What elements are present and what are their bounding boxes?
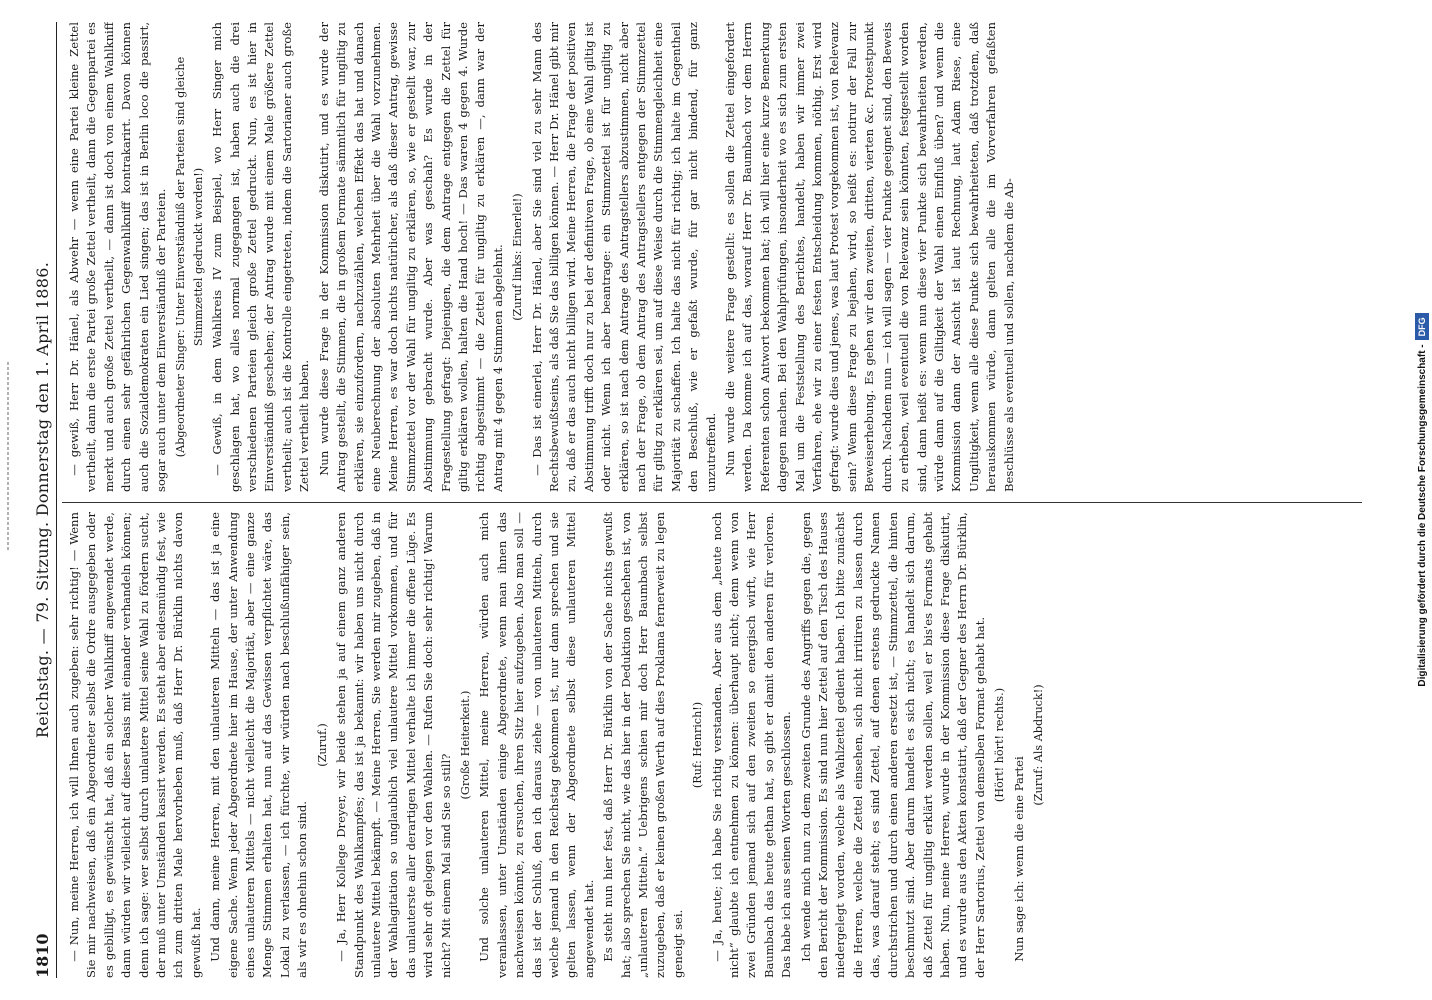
paragraph: Und dann, meine Herren, mit den unlauteren Mitteln — das ist ja eine eigene Sache. Wenn jeder Abgeordnete hier im Hause, der unter Anwendung eines unlauteren Mittels — nicht vielleicht die Majorität, aber — eine ganze Menge Stimmen erhalten hat, nun auf das Gewissen verpflichtet wäre, das Lokal zu verlassen, — ich fürchte, wir würden nach beschlußunfähiger sein, als wir es ohnehin schon sind.	[208, 512, 310, 978]
paragraph: Ich wende mich nun zu dem zweiten Grunde des Angriffs gegen die, gegen den Bericht der Kommission. Es sind nun hier Zettel auf den Tisch des Hauses niedergelegt worden, welche als Wahlzettel gedient haben. Ich bitte zunächst die Herren, welche die Zettel einsehen, sich nicht irritiren zu lassen durch das, was darauf steht; es sind Zettel, auf denen erstens gedruckte Namen durchstrichen und durch einen anderen ersetzt ist, — Stimmzettel, die hinten beschmutzt sind. Aber darum handelt es sich nicht; es handelt sich darum, daß Zettel für ungiltig erklärt werden sollen, weil er bis'es Formats gehabt haben. Nun, meine Herren, wurde in der Kommission diese Frage diskutirt, und es wurde aus den Akten konstatirt, daß der Gegner des Herrn Dr. Bürklin, der Herr Sartorius, Zettel von demselben Format gehabt hat.	[798, 512, 987, 978]
decorative-top-rule	[2, 360, 14, 550]
paragraph: — Nun, meine Herren, ich will Ihnen auch zugeben: sehr richtig! — Wenn Sie mir nachweisen, daß ein Abgeordneter selbst die Ordre ausgegeben oder es gebilligt, es gewünscht hat, daß ein solcher Wahlkniff angewendet werde, dann würden wir vielleicht auf dieser Basis mit einander verhandeln können; denn ich sage: wer selbst durch unlautere Mittel seine Wahl zu fördern sucht, der muß unter Umständen kassirt werden. Es steht aber eidesmündig fest, wie ich zum dritten Male hervorheben muß, daß Herr Dr. Bürklin nichts davon gewußt hat.	[67, 512, 203, 978]
paragraph: — gewiß, Herr Dr. Hänel, als Abwehr — wenn eine Partei kleine Zettel vertheilt, dann die erste Partei große Zettel vertheilt, dann die Gegenpartei es merkt und auch große Zettel vertheilt, — dann ist doch von einem Wahlkniff durch einen sehr gefährlichen Gegenwahlkniff kontrakarirt. Davon können auch die Sozialdemokraten ein Lied singen; das ist in Berlin loco die passirt, sogar auch unter dem Einverständniß der Parteien.	[67, 22, 169, 492]
digitization-credit-strip	[1414, 0, 1432, 1000]
paragraph: (Zuruf links: Einerlei!)	[511, 193, 525, 321]
paragraph: Es steht nun hier fest, daß Herr Dr. Bürklin von der Sache nichts gewußt hat; also sprechen Sie nicht, wie das hier in der Deduktion geschehen ist, von „unlauteren Mitteln.“ Uebrigens schien mir doch Herr Baumbach selbst zuzugeben, daß er keinen großen Werth auf dies Proklama fernerweit zu legen geneigt sei.	[601, 512, 685, 978]
paragraph: Nun sage ich: wenn die eine Partei	[1011, 756, 1026, 962]
page-header	[30, 22, 57, 978]
paragraph: (Zuruf.)	[315, 723, 329, 767]
paragraph: — Ja, Herr Kollege Dreyer, wir beide stehen ja auf einem ganz anderen Standpunkt des Wahlkampfes; das ist ja bekannt: wir haben uns nicht durch unlautere Mittel bekämpft. — Meine Herren, Sie werden mir zugeben, daß in der Wahlagitation so unglaublich viel unlautere Mittel vorkommen, und für das unlauterste aller derartigen Mittel verhalte ich immer die offene Lüge. Es wird sehr oft gelogen vor den Wahlen. — Rufen Sie doch: sehr richtig! Warum nicht? Mit einem Mal sind Sie so still?	[334, 512, 453, 978]
dfg-badge: DFG	[1415, 313, 1429, 340]
left-column	[66, 512, 1362, 978]
page-number: 1810	[33, 933, 52, 978]
paragraph: — Ja, heute; ich habe Sie richtig verstanden. Aber aus dem „heute noch nicht“ glaubte ich entnehmen zu können: überhaupt nicht; denn wenn von zwei Gründen jemand sich auf den zweiten so energisch wirft, wie Herr Baumbach das heute gethan hat, so gibt er damit den anderen für verloren. Das habe ich aus seinen Worten geschlossen.	[709, 512, 794, 978]
credit-text: Digitalisierung gefördert durch die Deutsche Forschungsgemeinschaft -	[1417, 344, 1428, 687]
paragraph: (Hört! hört! rechts.)	[993, 687, 1007, 803]
running-title: Reichstag. — 79. Sitzung. Donnerstag den 1. April 1886.	[33, 261, 52, 739]
paragraph: (Ruf: Henrich!)	[691, 701, 705, 789]
paragraph: (Zuruf: Als Abdruck!)	[1031, 684, 1045, 806]
paragraph: — Gewiß, in dem Wahlkreis IV zum Beispiel, wo Herr Singer mich geschlagen hat, wo alles normal zugegangen ist, haben auch die drei verschiedenen Parteien gleich große Zettel gedruckt. Nun, es ist hier in Einverständniß geschehen; der Antrag wurde mit einem Male größere Zettel vertheilt; auch ist die Kontrolle eingetreten, indem die Sartorianer auch große Zettel vertheilt haben.	[210, 22, 312, 492]
paragraph: (Abgeordneter Singer: Unter Einverständniß der Parteien sind gleiche Stimmzettel gedruckt worden!)	[174, 56, 205, 458]
paragraph: — Das ist einerlei, Herr Dr. Hänel, aber Sie sind viel zu sehr Mann des Rechtsbewußtseins, als daß Sie das billigen können. — Herr Dr. Hänel gibt mir zu, daß er das auch nicht billigen wird. Meine Herren, die Frage der positiven Abstimmung trifft doch nur zu bei der definitiven Frage, ob eine Wahl giltig ist oder nicht. Wenn ich aber beantrage: ein Stimmzettel ist für ungiltig zu erklären, so ist nach dem Antrage des Antragstellers abzustimmen, nicht aber nach der Frage, ob dem Antrag des Antragstellers entgegen der Stimmzettel für giltig zu erklären sei, um auf diese Weise durch die Stimmengleichheit eine Majorität zu schaffen. Ich halte das nicht für richtig; ich halte im Gegentheil den Beschluß, wie er gefaßt wurde, für gar nicht bindend, für ganz unzutreffend.	[529, 22, 718, 492]
paragraph: Nun wurde diese Frage in der Kommission diskutirt, und es wurde der Antrag gestellt, die Stimmen, die in großem Formate sämmtlich für ungiltig zu erklären, sie einzufordern, nachzuzählen, welchen Effekt das hat und danach eine Neuberechnung der absoluten Mehrheit über die Wahl vorzunehmen. Meine Herren, es war doch nichts natürlicher, als daß dieser Antrag, gewisse Stimmzettel vor der Wahl für ungiltig zu erklären, so, wie er gestellt war, zur Abstimmung gebracht wurde. Aber was geschah? Es wurde in der Fragestellung gefragt: Diejenigen, die dem Antrage entgegen die Zettel für giltig erklären wollen, halten die Hand hoch! — Das waren 4 gegen 4. Wurde richtig abgestimmt — die Zettel für ungiltig zu erklären —, dann war der Antrag mit 4 gegen 4 Stimmen abgelehnt.	[316, 22, 505, 492]
right-column	[66, 22, 1362, 492]
paragraph: (Große Heiterkeit.)	[458, 690, 472, 800]
paragraph: Und solche unlauteren Mittel, meine Herren, würden auch mich veranlassen, unter Umständen einige Abgeordnete, wenn man ihnen das nachweisen könnte, zu ersuchen, ihren Sitz hier aufzugeben. Also man soll — das ist der Schluß, den ich daraus ziehe — von unlauteren Mitteln, durch welche jemand in den Reichstag gekommen ist, nur dann sprechen und sie gelten lassen, wenn der Abgeordnete selbst diese unlauteren Mittel angewendet hat.	[477, 512, 596, 978]
paragraph: Nun wurde die weitere Frage gestellt: es sollen die Zettel eingefordert werden. Da komme ich auf das, worauf Herr Dr. Baumbach vor dem Herrn Referenten schon Antwort bekommen hat; ich will hier eine kurze Bemerkung dagegen machen. Bei den Wahlprüfungen, insonderheit wo es sich zum ersten Mal um die Feststellung des Berichtes, handelt, haben wir immer zwei Verfahren, ehe wir zu einer festen Entscheidung kommen, nöthig. Erst wird gefragt: wurde dies und jenes, was laut Protest vorgekommen ist, von Relevanz sein? Wenn diese Frage zu bejahen, wird, so heißt es: notirur der Fall zur Beweiserhebung. Es gehen wir den zweiten, dritten, vierten &c. Protestpunkt durch. Nachdem nun — ich will sagen — vier Punkte geeignet sind, den Beweis zu erheben, weil eventuell die von Relevanz sein könnten, festgestellt worden sind, dann heißt es: wenn nun diese vier Punkte sich bewahrheiten werden, würde dann auf die Giltigkeit der Wahl einen Einfluß üben? und wenn die Kommission dann der Ansicht ist laut Rechnung, laut Adam Riese, eine Ungiltigkeit, wenn alle diese Punkte sich bewahrheiteten, daß trotzdem, daß herauskommen würde, dann gelten alle die im Vorverfahren gefaßten Beschlüsse als eventuell und sollen, nachdem die Ab-	[723, 22, 1016, 492]
column-divider	[62, 502, 1362, 503]
